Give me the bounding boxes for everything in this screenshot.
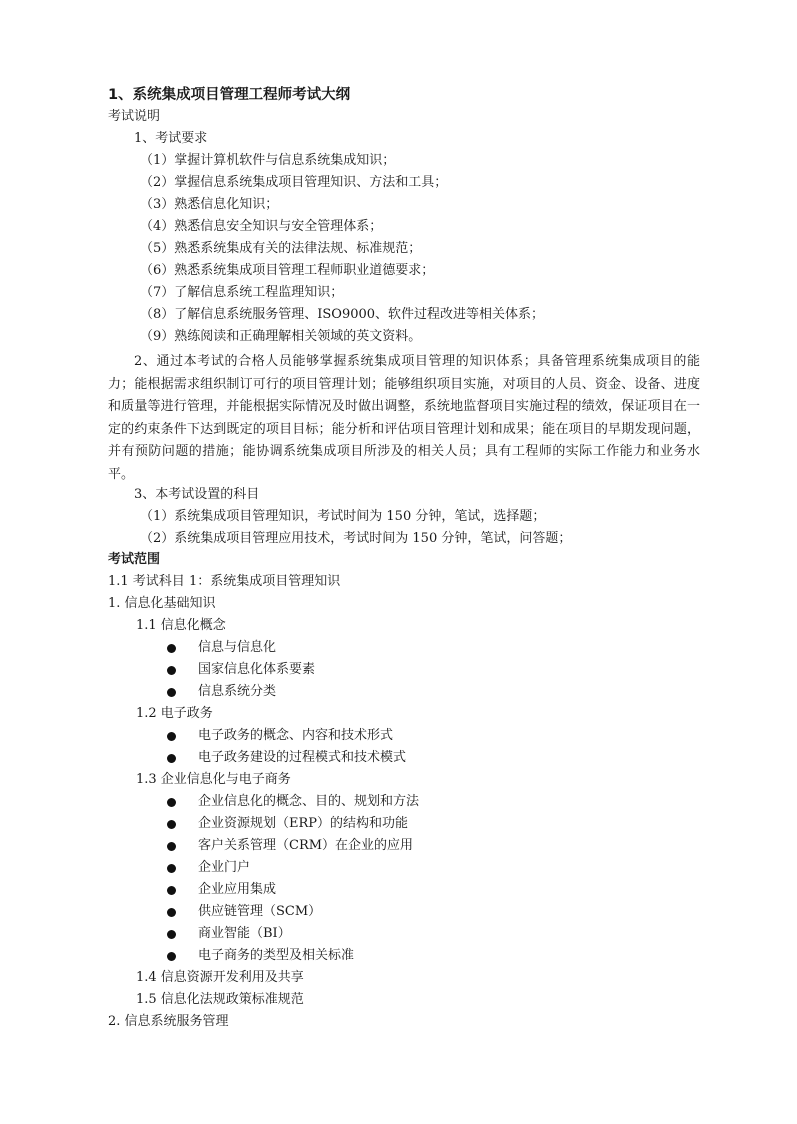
bullet-icon — [167, 930, 176, 939]
subject-item: （1）系统集成项目管理知识，考试时间为 150 分钟，笔试，选择题； — [140, 509, 546, 524]
subject1-heading: 1.1 考试科目 1：系统集成项目管理知识 — [108, 574, 341, 589]
list-item: 企业应用集成 — [198, 882, 277, 897]
scope-heading: 考试范围 — [108, 552, 161, 567]
bullet-icon — [167, 820, 176, 829]
bullet-icon — [167, 886, 176, 895]
subject-item: （2）系统集成项目管理应用技术，考试时间为 150 分钟，笔试，问答题； — [140, 531, 572, 546]
list-item: 电子商务的类型及相关标准 — [198, 948, 355, 963]
bullet-icon — [167, 908, 176, 917]
subjects-heading: 3、本考试设置的科目 — [134, 487, 260, 502]
document-title: 1、系统集成项目管理工程师考试大纲 — [108, 87, 351, 103]
list-item: 企业信息化的概念、目的、规划和方法 — [198, 794, 420, 809]
section-heading: 1.4 信息资源开发利用及共享 — [136, 970, 304, 985]
qualification-paragraph: 2、通过本考试的合格人员能够掌握系统集成项目管理的知识体系；具备管理系统集成项目的能力；能根据需求组织制订可行的项目管理计划；能够组织项目实施，对项目的人员、资金、设备、进度和质量等进行管理，并能根据实际情况及时做出调整，系统地监督项目实施过程的绩效，保证项目在一定的约束条件下达到既定的项目目标；能分析和评估项目管理计划和成果；能在项目的早期发现问题，并有预防问题的措施；能协调系统集成项目所涉及的相关人员；具有工程师的实际工作能力和业务水平。 — [108, 354, 700, 482]
list-item: 电子政务的概念、内容和技术形式 — [198, 728, 394, 743]
requirement-item: （4）熟悉信息安全知识与安全管理体系； — [140, 219, 383, 234]
bullet-icon — [167, 688, 176, 697]
requirements-heading: 1、考试要求 — [134, 131, 208, 146]
exam-intro-heading: 考试说明 — [108, 109, 161, 124]
list-item: 企业资源规划（ERP）的结构和功能 — [198, 816, 409, 831]
list-item: 信息与信息化 — [198, 640, 277, 655]
list-item: 电子政务建设的过程模式和技术模式 — [198, 750, 407, 765]
section-heading: 1.3 企业信息化与电子商务 — [136, 772, 291, 787]
requirement-item: （8）了解信息系统服务管理、ISO9000、软件过程改进等相关体系； — [140, 307, 545, 322]
list-item: 信息系统分类 — [198, 684, 277, 699]
requirement-item: （6）熟悉系统集成项目管理工程师职业道德要求； — [140, 263, 435, 278]
list-item: 供应链管理（SCM） — [198, 904, 322, 919]
section-heading: 1.2 电子政务 — [136, 706, 213, 721]
bullet-icon — [167, 798, 176, 807]
bullet-icon — [167, 754, 176, 763]
part2-heading: 2. 信息系统服务管理 — [108, 1014, 229, 1029]
bullet-icon — [167, 644, 176, 653]
requirement-item: （7）了解信息系统工程监理知识； — [140, 285, 344, 300]
bullet-icon — [167, 864, 176, 873]
bullet-icon — [167, 732, 176, 741]
requirement-item: （2）掌握信息系统集成项目管理知识、方法和工具； — [140, 175, 448, 190]
requirement-item: （9）熟练阅读和正确理解相关领域的英文资料。 — [140, 329, 422, 344]
requirement-item: （1）掌握计算机软件与信息系统集成知识； — [140, 153, 396, 168]
list-item: 企业门户 — [198, 860, 251, 875]
requirement-item: （5）熟悉系统集成有关的法律法规、标准规范； — [140, 241, 422, 256]
list-item: 商业智能（BI） — [198, 926, 291, 941]
list-item: 客户关系管理（CRM）在企业的应用 — [198, 838, 414, 853]
requirement-item: （3）熟悉信息化知识； — [140, 197, 279, 212]
section-heading: 1.5 信息化法规政策标准规范 — [136, 992, 304, 1007]
bullet-icon — [167, 666, 176, 675]
bullet-icon — [167, 842, 176, 851]
section-heading: 1.1 信息化概念 — [136, 618, 226, 633]
part1-heading: 1. 信息化基础知识 — [108, 596, 216, 611]
list-item: 国家信息化体系要素 — [198, 662, 316, 677]
bullet-icon — [167, 952, 176, 961]
